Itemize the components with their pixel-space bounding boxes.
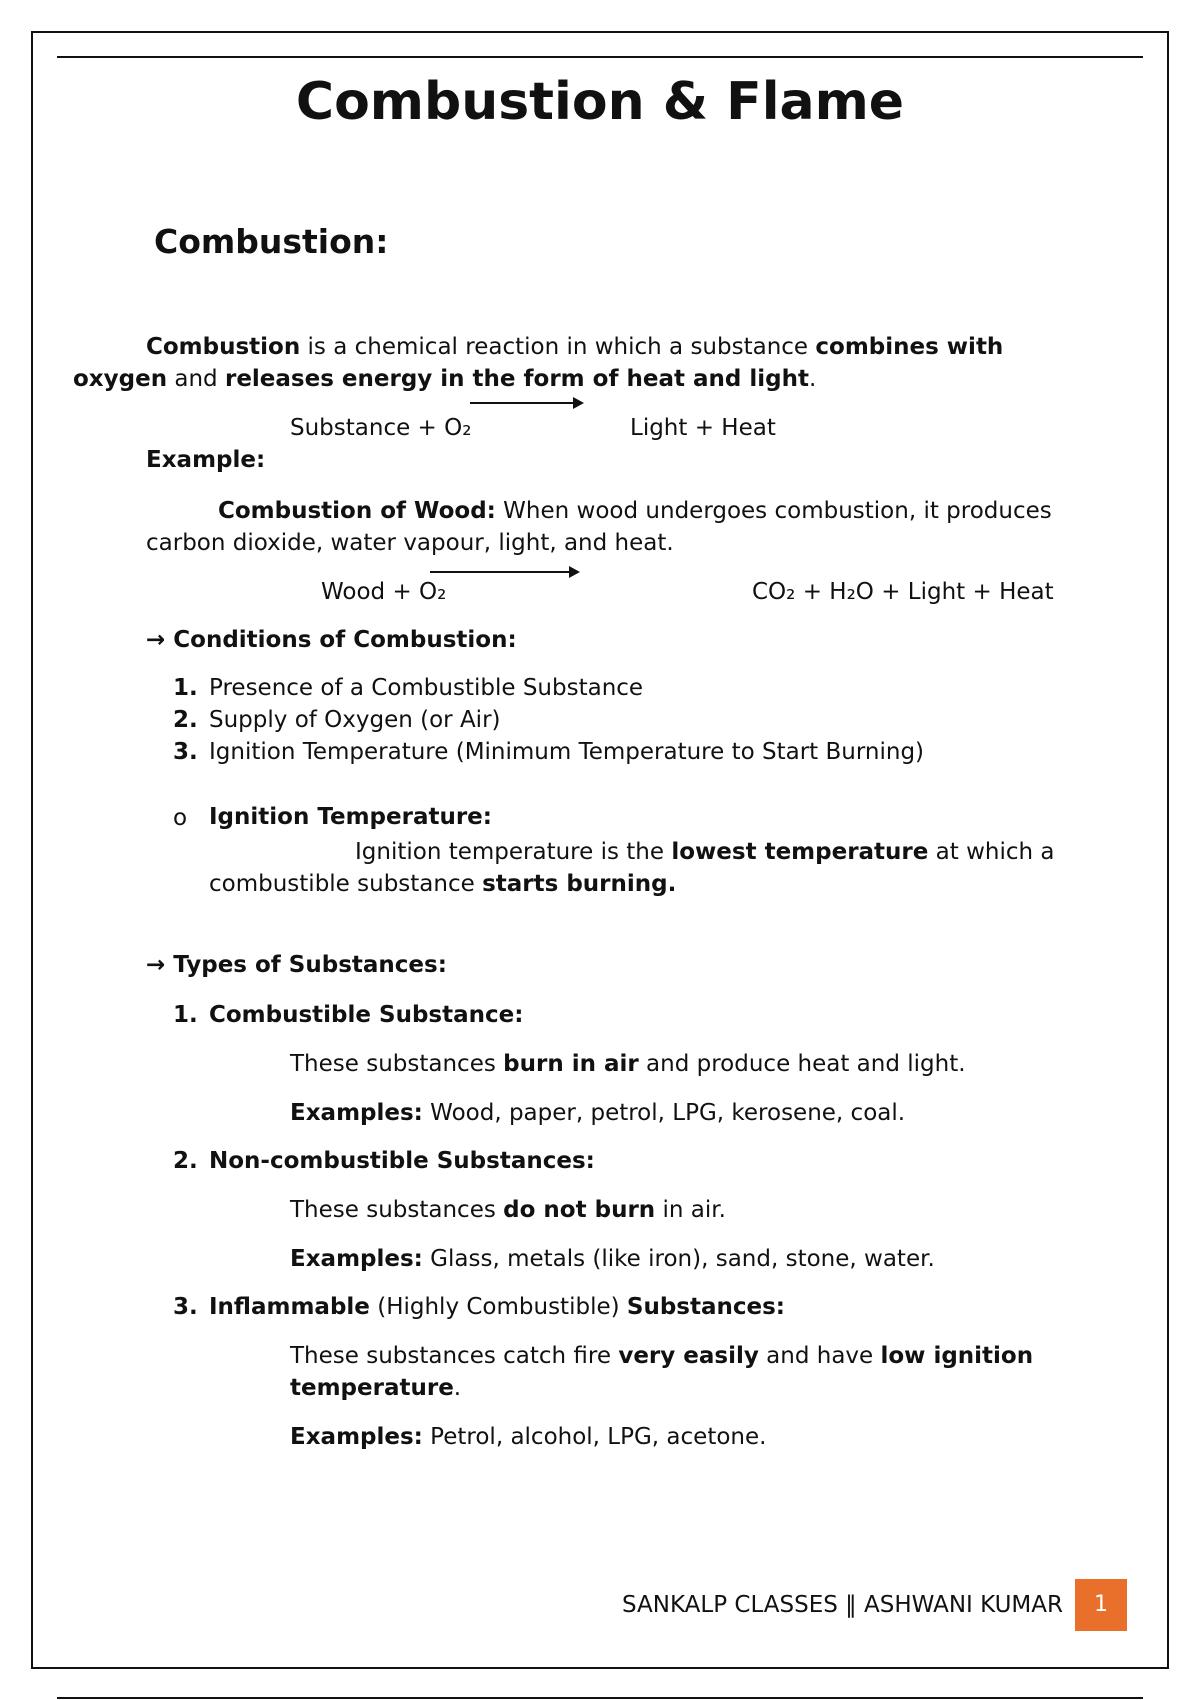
bottom-rule	[57, 1697, 1143, 1699]
example-label: Example:	[146, 447, 266, 473]
example-line-2: carbon dioxide, water vapour, light, and heat.	[146, 530, 674, 556]
combustible-examples: Examples: Wood, paper, petrol, LPG, kerosene, coal.	[290, 1100, 906, 1126]
equation-2-products: CO₂ + H₂O + Light + Heat	[752, 579, 1054, 605]
footer-text: SANKALP CLASSES ‖ ASHWANI KUMAR	[622, 1592, 1063, 1618]
inflammable-description-line-2: temperature.	[290, 1375, 462, 1401]
noncombustible-heading: 2. Non-combustible Substances:	[173, 1148, 595, 1174]
conditions-heading: → Conditions of Combustion:	[146, 627, 517, 653]
noncombustible-examples: Examples: Glass, metals (like iron), sand, stone, water.	[290, 1246, 935, 1272]
types-heading: → Types of Substances:	[146, 952, 447, 978]
page-number: 1	[1075, 1579, 1127, 1631]
ignition-line-2: combustible substance starts burning.	[209, 871, 677, 897]
combustible-heading: 1. Combustible Substance:	[173, 1002, 524, 1028]
section-heading: Combustion:	[154, 222, 389, 261]
reaction-arrow-icon	[470, 402, 582, 404]
page-title: Combustion & Flame	[295, 72, 905, 132]
equation-2-reactants: Wood + O₂	[321, 579, 447, 605]
ignition-heading: Ignition Temperature:	[209, 804, 492, 830]
definition-line-1: Combustion is a chemical reaction in which a substance combines with	[146, 334, 1004, 360]
equation-1-reactants: Substance + O₂	[290, 415, 472, 441]
top-rule	[57, 56, 1143, 58]
combustible-description: These substances burn in air and produce heat and light.	[290, 1051, 966, 1077]
reaction-arrow-icon	[430, 571, 578, 573]
inflammable-description-line-1: These substances catch fire very easily and have low ignition	[290, 1343, 1034, 1369]
inflammable-examples: Examples: Petrol, alcohol, LPG, acetone.	[290, 1424, 767, 1450]
ignition-bullet: o	[173, 805, 188, 831]
inflammable-heading: 3. Inflammable (Highly Combustible) Substances:	[173, 1294, 786, 1320]
definition-line-2: oxygen and releases energy in the form of heat and light.	[73, 366, 817, 392]
list-item: 1. Presence of a Combustible Substance	[173, 675, 644, 701]
ignition-line-1: Ignition temperature is the lowest temperature at which a	[355, 839, 1055, 865]
list-item: 2. Supply of Oxygen (or Air)	[173, 707, 501, 733]
equation-1-products: Light + Heat	[630, 415, 776, 441]
example-line-1: Combustion of Wood: When wood undergoes combustion, it produces	[218, 498, 1052, 524]
noncombustible-description: These substances do not burn in air.	[290, 1197, 726, 1223]
list-item: 3. Ignition Temperature (Minimum Temperature to Start Burning)	[173, 739, 925, 765]
